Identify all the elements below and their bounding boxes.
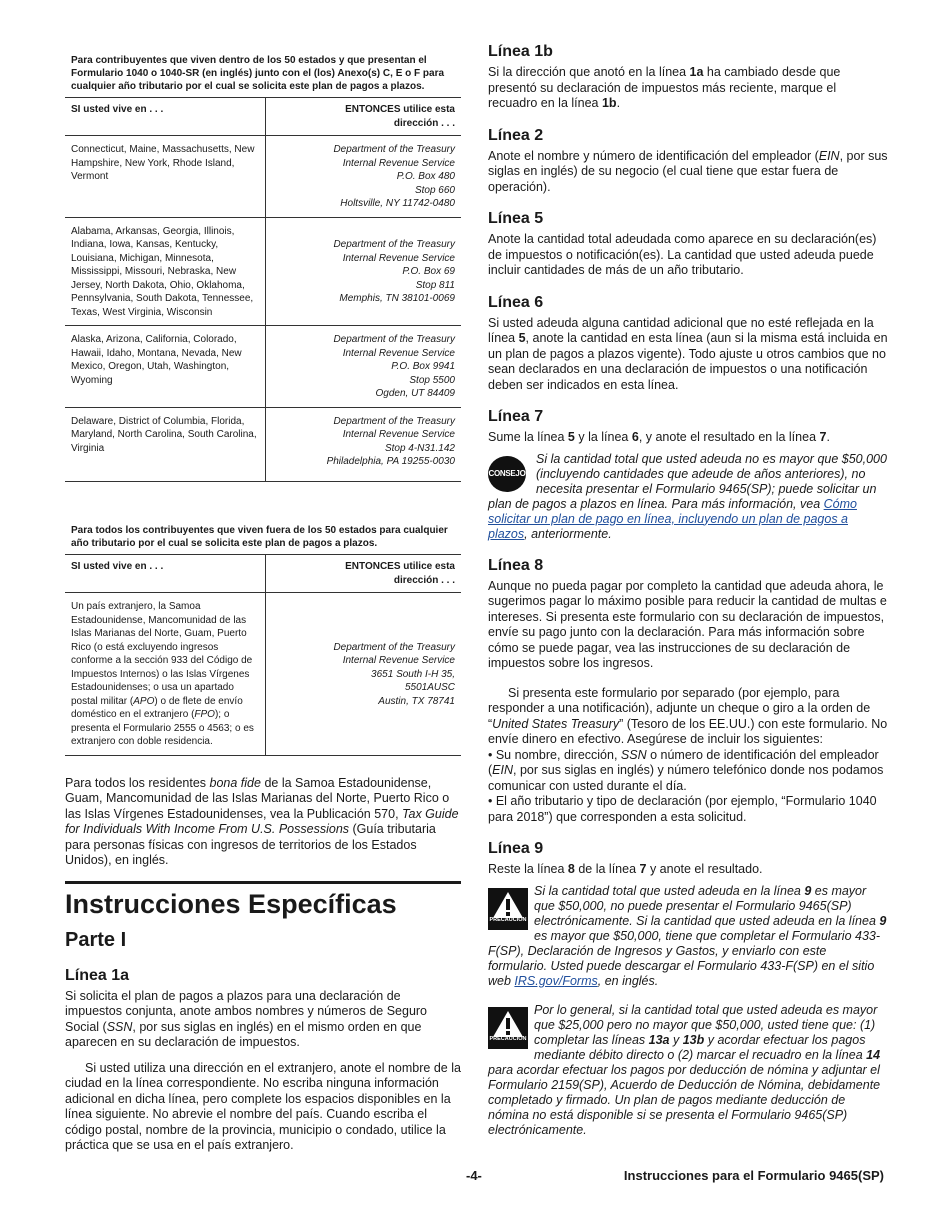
address-cell: Department of the Treasury Internal Revenue Service P.O. Box 480 Stop 660 Holtsville, NY 11742-0480 (266, 136, 462, 218)
part-heading: Parte I (65, 928, 127, 951)
states-cell: Alabama, Arkansas, Georgia, Illinois, Indiana, Iowa, Kansas, Kentucky, Louisiana, Michigan, Minnesota, Mississippi, Missouri, Nebraska, New Jersey, North Dakota, Ohio, Oklahoma, Pennsylvania, South Dakota, Tennessee, Texas, West Virginia, Wisconsin (65, 217, 266, 326)
address-table-foreign (65, 554, 461, 756)
left-column (65, 54, 461, 1154)
states-cell: Alaska, Arizona, California, Colorado, Hawaii, Idaho, Montana, Nevada, New Mexico, Oregon, Utah, Washington, Wyoming (65, 326, 266, 408)
address-cell: Department of the Treasury Internal Revenue Service Stop 4-N31.142 Philadelphia, PA 19255-0030 (266, 407, 462, 482)
address-cell: Department of the Treasury Internal Revenue Service P.O. Box 9941 Stop 5500 Ogden, UT 84409 (266, 326, 462, 408)
caution-icon: PRECAUCIÓN (488, 1007, 528, 1049)
section-rule (65, 881, 461, 884)
table-row (65, 407, 461, 482)
table-row (65, 136, 461, 218)
table-row (65, 326, 461, 408)
tip-icon: CONSEJO (488, 456, 530, 492)
line7-text: Sume la línea 5 y la línea 6, y anote el resultado en la línea 7. (488, 430, 830, 444)
table-row (65, 593, 461, 756)
address-cell: Department of the Treasury Internal Revenue Service P.O. Box 69 Stop 811 Memphis, TN 38101-0069 (266, 217, 462, 326)
line5-heading: Línea 5 (488, 210, 544, 227)
line1b-heading: Línea 1b (488, 43, 553, 60)
line8-p2: Si presenta este formulario por separado (por ejemplo, para responder a una notificación), adjunte un cheque o giro a la orden de “United States Treasury” (Tesoro de los EE.UU.) con este formulario. No envíe dinero en efectivo. Asegúrese de incluir los siguientes: (488, 685, 888, 746)
tip-note: CONSEJO Si la cantidad total que usted adeuda no es mayor que $50,000 (incluyendo cantidades que adeude de años anteriores), no necesita presentar el Formulario 9465(SP); puede solicitar un plan de pagos a plazos en línea. Para más información, vea Cómo solicitar un plan de pago en línea, incluyendo un plan de pagos a plazos, anteriormente. (488, 451, 887, 541)
line1b-text: Si la dirección que anotó en la línea 1a ha cambiado desde que presentó su declaración de impuestos más reciente, marque el recuadro en la línea 1b. (488, 65, 841, 110)
table1-intro: Para contribuyentes que viven dentro de los 50 estados y que presentan el Formulario 1040 o 1040-SR (en inglés) junto con el (los) Anexo(s) C, E o F para cualquier año tributario por el cual se solicita este plan de pagos a plazos. (71, 55, 445, 92)
states-cell: Connecticut, Maine, Massachusetts, New Hampshire, New York, Rhode Island, Vermont (65, 136, 266, 218)
line8-heading: Línea 8 (488, 556, 544, 574)
states-cell: Un país extranjero, la Samoa Estadounidense, Mancomunidad de las Islas Marianas del Norte, Guam, Puerto Rico (o está excluyendo ingresos conforme a la sección 933 del Código de Impuestos Internos) o las Islas Vírgenes Estadounidenses; o usa un apartado postal militar (APO) o de flete de envío doméstico en el extranjero (FPO); o presenta el Formulario 2555 o 4563; o es extranjero con doble residencia. (65, 593, 266, 756)
table2-col2-header: ENTONCES utilice esta dirección . . . (266, 555, 462, 593)
page-number: -4- (466, 1168, 482, 1183)
address-cell: Department of the Treasury Internal Revenue Service 3651 South I-H 35, 5501AUSC Austin, TX 78741 (266, 593, 462, 756)
caution-icon: PRECAUCIÓN (488, 888, 528, 930)
line8-bullet-2: • El año tributario y tipo de declaración (por ejemplo, “Formulario 1040 para 2018”) que corresponden a esta solicitud. (488, 794, 877, 824)
online-payment-plan-link[interactable]: Cómo solicitar un plan de pago en línea, incluyendo un plan de pagos a plazos (488, 496, 857, 541)
line6-heading: Línea 6 (488, 293, 544, 311)
right-column (488, 42, 888, 1152)
bonafide-paragraph: Para todos los residentes bona fide de la Samoa Estadounidense, Guam, Mancomunidad de las Islas Marianas del Norte, Puerto Rico o las Islas Vírgenes Estadounidenses, vea la Publicación 570, Tax Guide for Individuals With Income From U.S. Possessions (Guía tributaria para personas físicas con ingresos de territorios de los Estados Unidos), en inglés. (65, 775, 459, 867)
line5-text: Anote la cantidad total adeudada como aparece en su declaración(es) de impuestos o notificación(es). La cantidad que usted adeuda puede incluir cantidades de más de un año tributario. (488, 232, 877, 277)
line2-text: Anote el nombre y número de identificación del empleador (EIN, por sus siglas en inglés) de su negocio (el cual tiene que estar fuera de operación). (488, 148, 888, 194)
states-cell: Delaware, District of Columbia, Florida, Maryland, North Carolina, South Carolina, Virginia (65, 407, 266, 482)
line1a-heading: Línea 1a (65, 966, 130, 984)
caution-note-2: PRECAUCIÓN Por lo general, si la cantidad total que usted adeuda es mayor que $25,000 pero no mayor que $50,000, usted tiene que: (1) completar las líneas 13a y 13b y acordar efectuar los pagos mediante débito directo o (2) marcar el recuadro en la línea 14 para acordar efectuar los pagos por deducción de nómina y adjuntar el Formulario 2159(SP), Acuerdo de Deducción de Nómina, debidamente completado y firmado. Un plan de pagos mediante deducción de nómina no está disponible si se presenta el Formulario 9465(SP) electrónicamente. (488, 1002, 881, 1137)
line6-text: Si usted adeuda alguna cantidad adicional que no esté reflejada en la línea 5, anote la cantidad en esta línea (aun si la misma está incluida en un plan de pagos a plazos vigente). Todo ajuste u otros cambios que no sean declarados en una declaración de impuestos o una notificación deben ser indicados en esta línea. (488, 315, 888, 392)
line9-heading: Línea 9 (488, 840, 544, 857)
line8-p1: Aunque no pueda pagar por completo la cantidad que adeuda ahora, le sugerimos pagar lo máximo posible para reducir la cantidad de multas e intereses. Si presenta este formulario con su declaración de impuestos, envíe su pago junto con la declaración. Para más información sobre cómo se puede pagar, vea las instrucciones de su declaración de impuestos sobre los ingresos. (488, 578, 887, 670)
line7-heading: Línea 7 (488, 408, 544, 425)
line1a-p1: Si solicita el plan de pagos a plazos para una declaración de impuestos conjunta, anote ambos nombres y números de Seguro Social (SSN, por sus siglas en inglés) en el mismo orden en que aparecen en su declaración de impuestos. (65, 988, 428, 1049)
address-table-domestic (65, 97, 461, 482)
page-title: Instrucciones Específicas (65, 888, 397, 919)
footer-title: Instrucciones para el Formulario 9465(SP) (623, 1168, 884, 1183)
table-row (65, 217, 461, 326)
caution-note-1: PRECAUCIÓN Si la cantidad total que usted adeuda en la línea 9 es mayor que $50,000, no puede presentar el Formulario 9465(SP) electrónicamente. Si la cantidad que usted adeuda en la línea 9 es mayor que $50,000, tiene que completar el Formulario 433-F(SP), Declaración de Ingresos y Gastos, y enviarlo con este formulario. Usted puede descargar el Formulario 433-F(SP) en el sitio web IRS.gov/Forms, en inglés. (488, 883, 887, 988)
table1-col1-header: SI usted vive en . . . (65, 98, 266, 136)
line1a-p2: Si usted utiliza una dirección en el extranjero, anote el nombre de la ciudad en la línea correspondiente. No escriba ninguna información adicional en dicha línea, pero complete los espacios disponibles en la línea siguiente. No abrevie el nombre del país. Cuando escriba el código postal, nombre de la provincia, municipio o condado, utilice la práctica que se usa en el país extranjero. (65, 1060, 461, 1152)
irs-forms-link[interactable]: IRS.gov/Forms (514, 973, 598, 988)
table2-col1-header: SI usted vive en . . . (65, 555, 266, 593)
line8-bullet-1: • Su nombre, dirección, SSN o número de identificación del empleador (EIN, por sus siglas en inglés) y número telefónico donde nos podamos comunicar con usted durante el día. (488, 747, 884, 793)
line2-heading: Línea 2 (488, 126, 544, 144)
table2-intro: Para todos los contribuyentes que viven fuera de los 50 estados para cualquier año tributario por el cual se solicita este plan de pagos a plazos. (71, 525, 448, 549)
table1-col2-header: ENTONCES utilice esta dirección . . . (266, 98, 462, 136)
line9-text: Reste la línea 8 de la línea 7 y anote el resultado. (488, 862, 763, 876)
